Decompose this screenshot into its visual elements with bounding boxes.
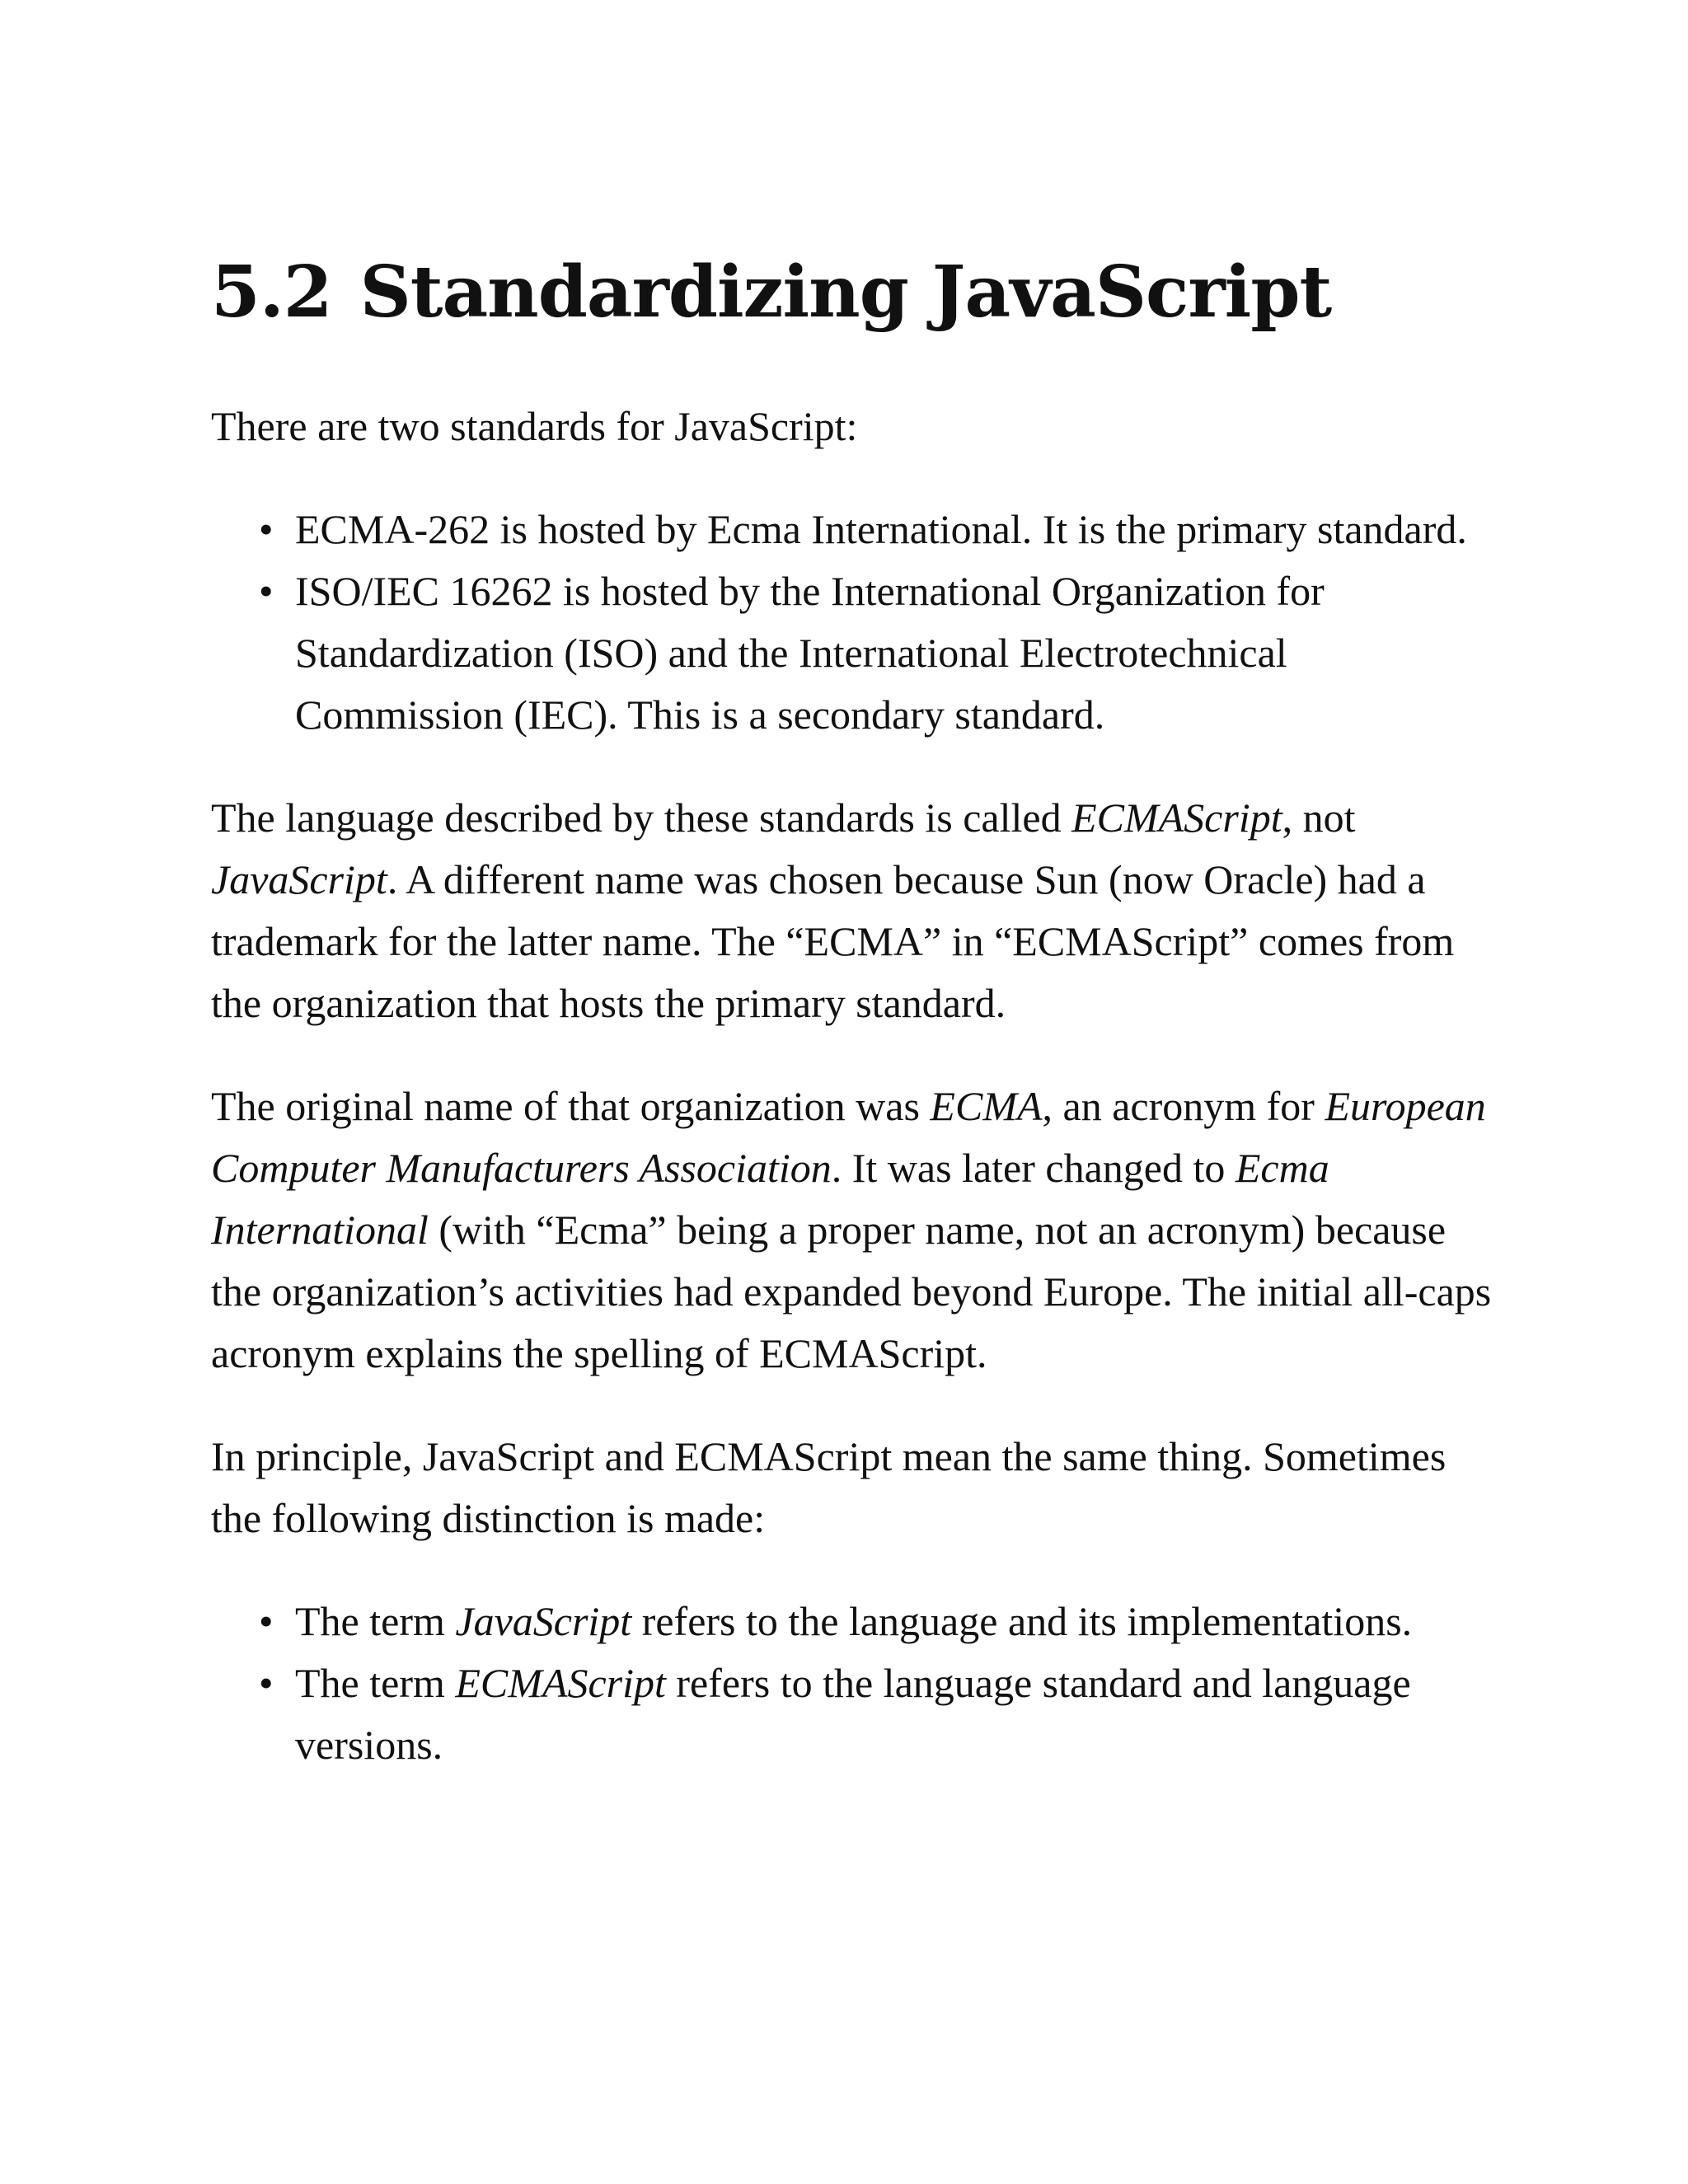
emphasis: JavaScript [211,856,387,902]
text-run: refers to the language and its implementations. [631,1598,1413,1644]
emphasis: ECMA [930,1083,1043,1129]
section-title: Standardizing JavaScript [359,251,1332,334]
page-content [211,247,1497,1817]
bullet: • [259,568,274,614]
list-item [211,560,1497,746]
bullet: • [259,1598,274,1644]
list-item [211,1591,1497,1652]
list-item-text: ECMA-262 is hosted by Ecma International. It is the primary standard. [295,506,1467,552]
section-heading [211,247,1497,338]
text-run: The language described by these standards is called [211,794,1072,841]
principle-paragraph: In principle, JavaScript and ECMAScript mean the same thing. Sometimes the following distinction is made: [211,1433,1447,1541]
list-item [211,499,1497,560]
bullet: • [259,1660,274,1706]
text-run: The term [295,1660,456,1706]
distinction-list [211,1591,1497,1776]
emphasis: Ecma International [211,1145,1329,1253]
standards-list [211,499,1497,746]
list-item-text: ISO/IEC 16262 is hosted by the International Organization for Standardization (ISO) and the International Electrotechnical Commission (IEC). This is a secondary standard. [295,568,1325,738]
name-paragraph [211,787,1497,1034]
origin-paragraph [211,1076,1497,1385]
text-run: , not [1282,794,1356,841]
list-item [211,1652,1497,1776]
intro-paragraph: There are two standards for JavaScript: [211,403,858,449]
emphasis: ECMAScript [1071,794,1282,841]
text-run: , an acronym for [1042,1083,1325,1129]
text-run: (with “Ecma” being a proper name, not an acronym) because the organization’s activities had expanded beyond Europe. The initial all-caps acronym explains the spelling of ECMAScript. [211,1207,1492,1376]
text-run: The term [295,1598,456,1644]
section-number: 5.2 [211,251,332,334]
text-run: . A different name was chosen because Sun (now Oracle) had a trademark for the latter name. The “ECMA” in “ECMAScript” comes from the organization that hosts the primary standard. [211,856,1455,1026]
emphasis: JavaScript [455,1598,632,1644]
emphasis: European Computer Manufacturers Association [211,1083,1486,1191]
text-run: refers to the language standard and language versions. [295,1660,1411,1768]
text-run: The original name of that organization was [211,1083,931,1129]
bullet: • [259,506,274,552]
emphasis: ECMAScript [455,1660,666,1706]
text-run: . It was later changed to [831,1145,1236,1191]
